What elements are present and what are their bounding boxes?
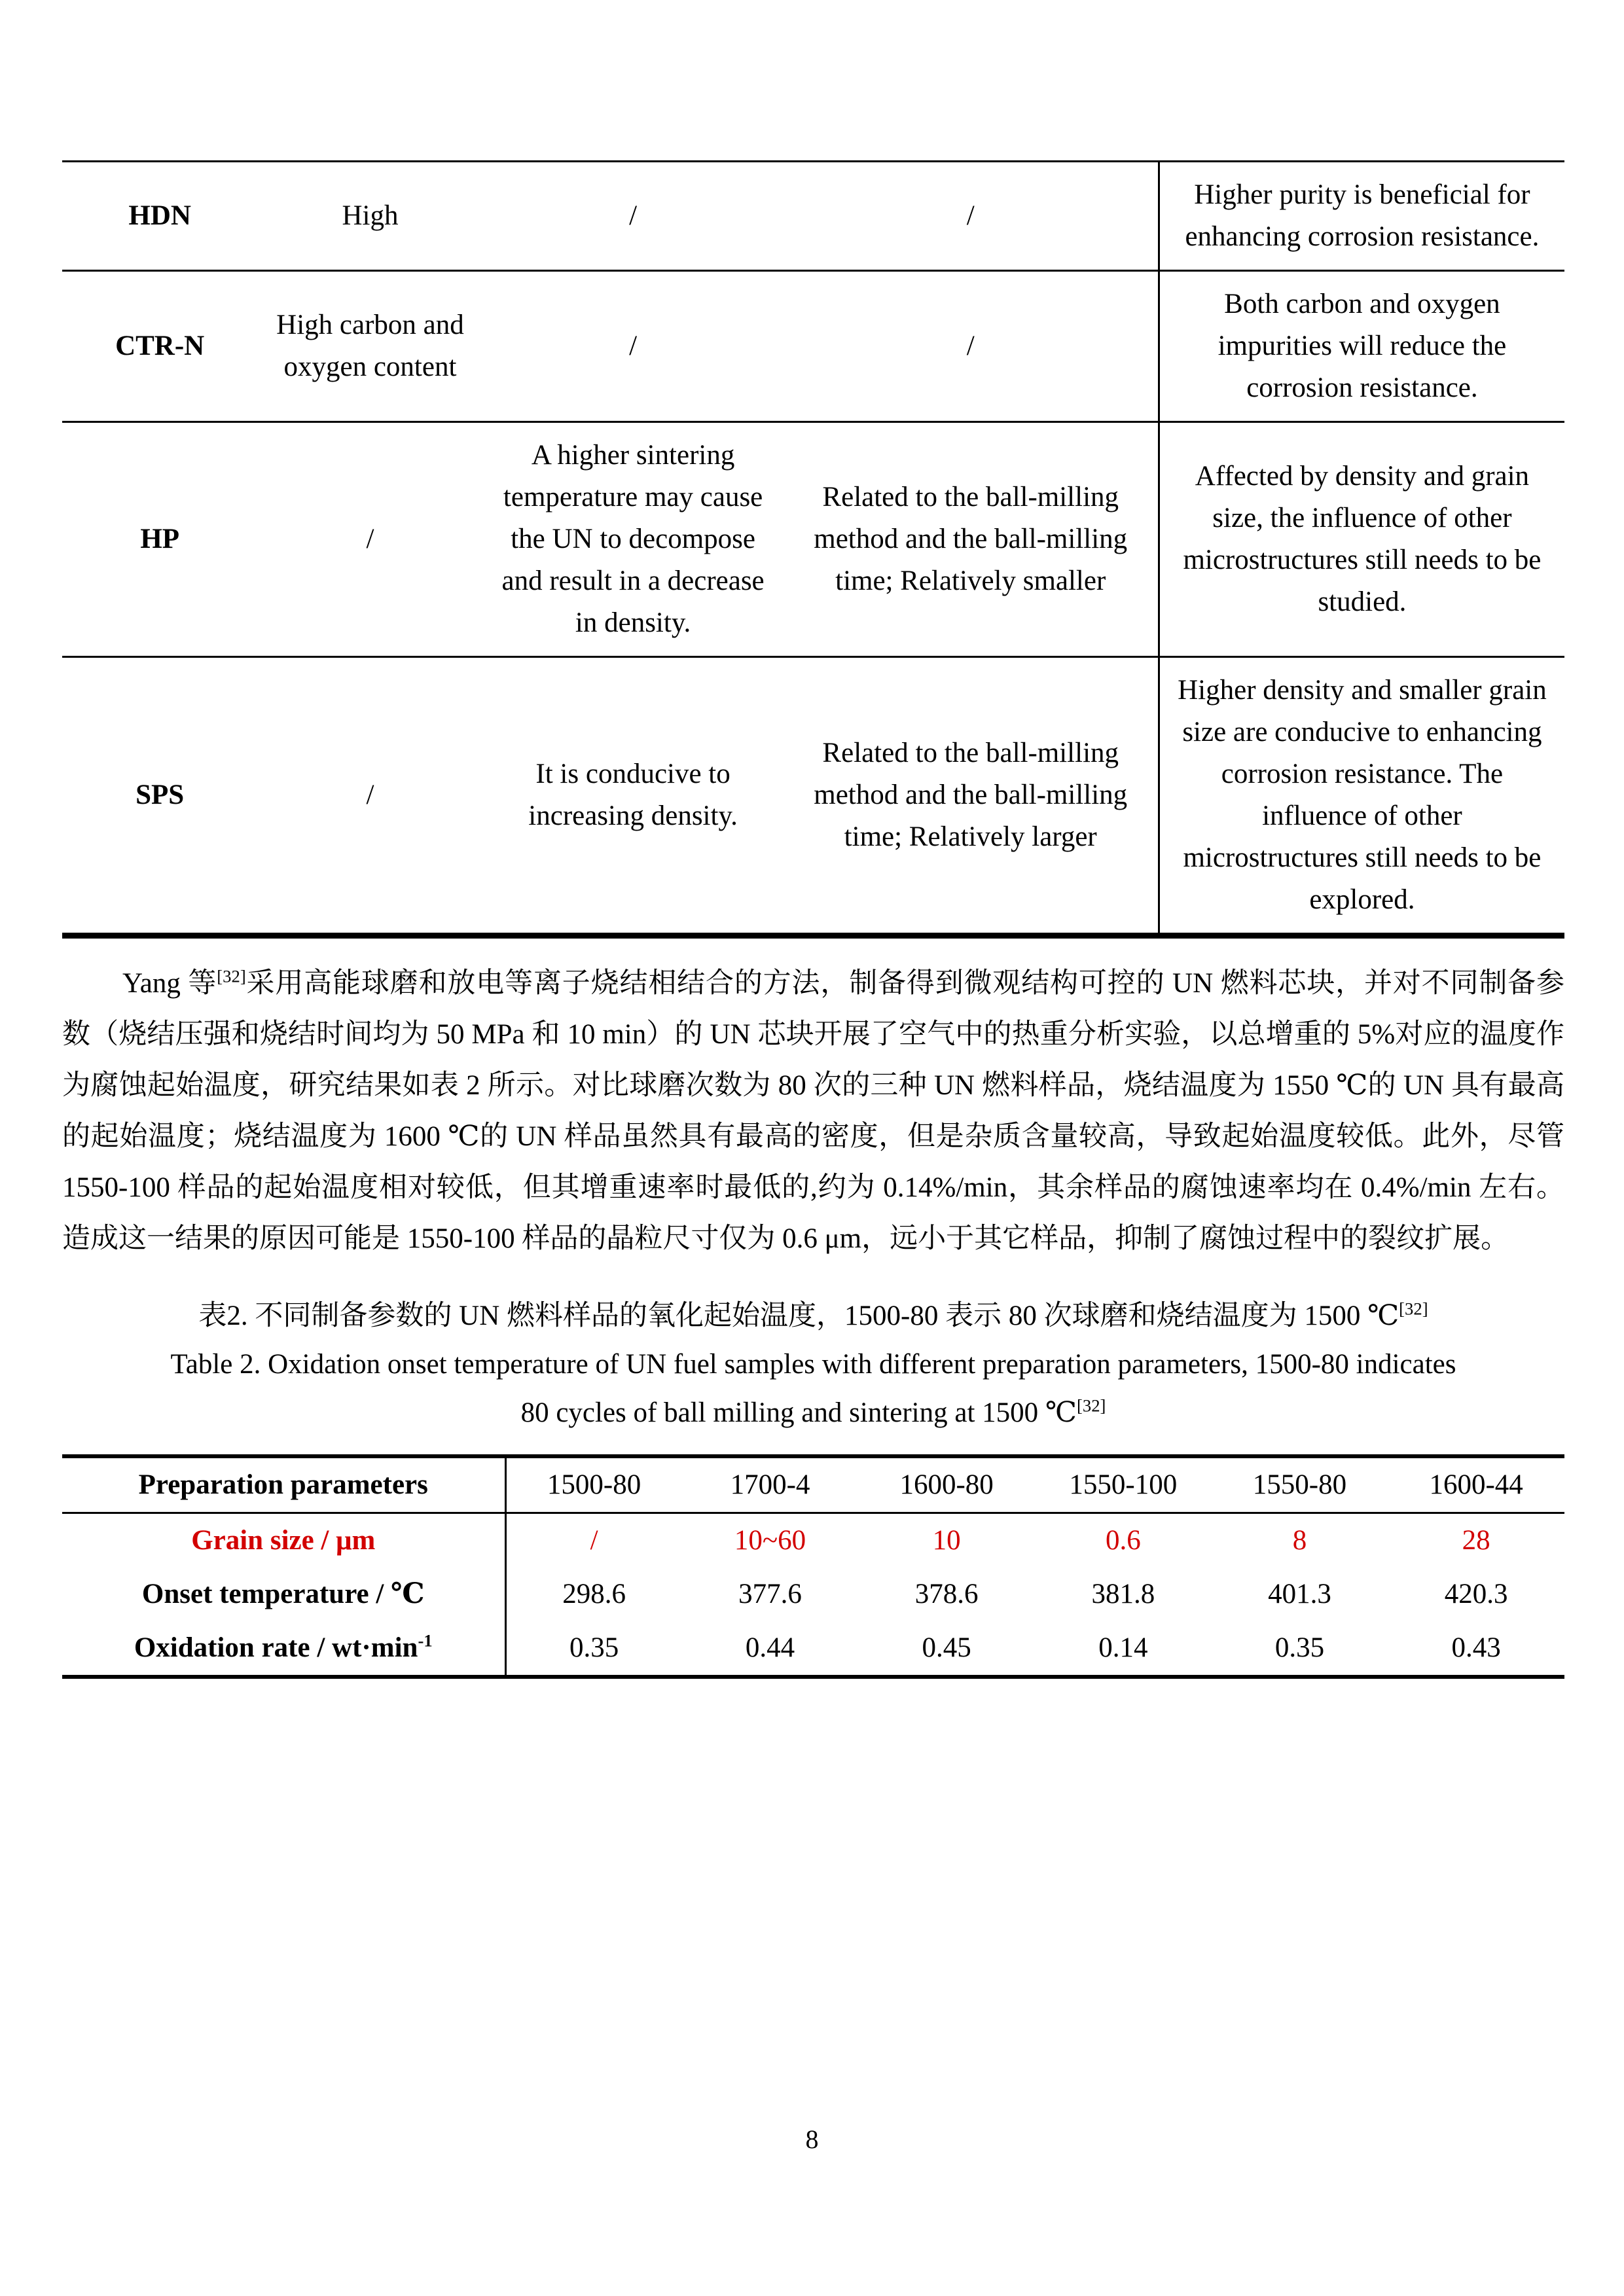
corrosion-note-cell: Both carbon and oxygen impurities will reduce the corrosion resistance. bbox=[1159, 271, 1564, 422]
rate-label-text: Oxidation rate / wt·min bbox=[134, 1632, 418, 1663]
purity-cell: / bbox=[366, 780, 374, 810]
density-cell: It is conducive to increasing density. bbox=[528, 759, 738, 831]
value-cell: 10~60 bbox=[734, 1525, 806, 1556]
header-label-cell: Preparation parameters bbox=[62, 1456, 505, 1513]
corrosion-note-cell: Affected by density and grain size, the influence of other microstructures still needs to be studied. bbox=[1159, 422, 1564, 657]
header-cell: 1550-80 bbox=[1212, 1456, 1388, 1513]
page-content bbox=[62, 160, 1564, 1679]
value-cell: 8 bbox=[1292, 1525, 1307, 1556]
value-cell: 0.6 bbox=[1105, 1525, 1141, 1556]
grain-size-row bbox=[62, 1513, 1564, 1568]
method-name-cell: CTR-N bbox=[62, 271, 257, 422]
methods-comparison-table bbox=[62, 160, 1564, 939]
purity-cell: High bbox=[257, 162, 482, 271]
purity-cell: High carbon and oxygen content bbox=[257, 271, 482, 422]
onset-temperature-row bbox=[62, 1568, 1564, 1621]
value-cell: 401.3 bbox=[1268, 1579, 1331, 1609]
header-cell: 1550-100 bbox=[1035, 1456, 1212, 1513]
corrosion-note-cell: Higher density and smaller grain size are conducive to enhancing corrosion resistance. The influence of other microstructures still needs to be explored. bbox=[1159, 657, 1564, 936]
paragraph-lead: Yang 等 bbox=[122, 968, 217, 999]
density-cell: A higher sintering temperature may cause the UN to decompose and result in a decrease in density. bbox=[483, 422, 784, 657]
paragraph-body: 采用高能球磨和放电等离子烧结相结合的方法，制备得到微观结构可控的 UN 燃料芯块，并对不同制备参数（烧结压强和烧结时间均为 50 MPa 和 10 min）的 UN 芯块开展了空气中的热重分析实验，以总增重的 5%对应的温度作为腐蚀起始温度，研究结果如表 2 所示。对比球磨次数为 80 次的三种 UN 燃料样品，烧结温度为 1550 ℃的 UN 具有最高的起始温度；烧结温度为 1600 ℃的 UN 样品虽然具有最高的密度，但是杂质含量较高，导致起始温度较低。此外，尽管 1550-100 样品的起始温度相对较低，但其增重速率时最低的,约为 0.14%/min，其余样品的腐蚀速率均在 0.4%/min 左右。造成这一结果的原因可能是 1550-100 样品的晶粒尺寸仅为 0.6 μm，远小于其它样品，抑制了腐蚀过程中的裂纹扩展。 bbox=[62, 968, 1565, 1254]
header-cell: 1700-4 bbox=[682, 1456, 859, 1513]
table2-header-row bbox=[62, 1456, 1564, 1513]
grain-size-cell: / bbox=[784, 162, 1159, 271]
grain-size-cell: Related to the ball-milling method and the ball-milling time; Relatively larger bbox=[814, 738, 1128, 852]
table-row-hdn bbox=[62, 162, 1564, 271]
value-cell: 0.14 bbox=[1098, 1632, 1148, 1663]
method-name-cell: SPS bbox=[135, 780, 185, 810]
grain-size-cell: / bbox=[784, 271, 1159, 422]
row-label-cell: Onset temperature / ℃ bbox=[141, 1579, 425, 1609]
value-cell: 420.3 bbox=[1444, 1579, 1508, 1609]
table-row-ctrn bbox=[62, 271, 1564, 422]
value-cell: 378.6 bbox=[914, 1579, 979, 1609]
body-paragraph bbox=[62, 958, 1564, 1265]
page-number: 8 bbox=[805, 2125, 819, 2154]
value-cell: 10 bbox=[932, 1525, 961, 1556]
caption-zh-text: 表2. 不同制备参数的 UN 燃料样品的氧化起始温度，1500-80 表示 80 次球磨和烧结温度为 1500 ℃ bbox=[198, 1300, 1399, 1331]
purity-cell: / bbox=[257, 422, 482, 657]
method-name-cell: HP bbox=[62, 422, 257, 657]
value-cell: 377.6 bbox=[738, 1579, 802, 1609]
row-label-cell: Grain size / μm bbox=[191, 1525, 376, 1556]
value-cell: 0.44 bbox=[745, 1632, 795, 1663]
value-cell: 298.6 bbox=[505, 1568, 682, 1621]
value-cell: 28 bbox=[1462, 1525, 1490, 1556]
table2-caption-zh bbox=[62, 1292, 1564, 1340]
citation-ref: [32] bbox=[1399, 1299, 1428, 1319]
citation-ref: [32] bbox=[1077, 1395, 1106, 1416]
header-cell: 1600-80 bbox=[858, 1456, 1035, 1513]
table-row-sps bbox=[62, 657, 1564, 936]
value-cell: / bbox=[505, 1513, 682, 1568]
caption-en-text: 80 cycles of ball milling and sintering at 1500 ℃ bbox=[520, 1397, 1077, 1428]
table-row-hp bbox=[62, 422, 1564, 657]
header-cell: 1600-44 bbox=[1388, 1456, 1564, 1513]
grain-size-cell: Related to the ball-milling method and the ball-milling time; Relatively smaller bbox=[784, 422, 1159, 657]
value-cell: 0.45 bbox=[922, 1632, 971, 1663]
value-cell: 0.35 bbox=[505, 1621, 682, 1677]
corrosion-note-cell: Higher purity is beneficial for enhancing corrosion resistance. bbox=[1159, 162, 1564, 271]
density-cell: / bbox=[483, 271, 784, 422]
citation-ref: [32] bbox=[217, 966, 246, 986]
oxidation-rate-row bbox=[62, 1621, 1564, 1677]
density-cell: / bbox=[483, 162, 784, 271]
table2-caption-en-line1: Table 2. Oxidation onset temperature of UN fuel samples with different preparation parameters, 1500-80 indicates bbox=[170, 1349, 1456, 1380]
header-cell: 1500-80 bbox=[505, 1456, 682, 1513]
value-cell: 0.35 bbox=[1274, 1632, 1325, 1663]
table2-caption-en-line2 bbox=[62, 1389, 1564, 1437]
value-cell: 0.43 bbox=[1451, 1632, 1501, 1663]
row-label-cell bbox=[62, 1621, 505, 1677]
value-cell: 381.8 bbox=[1091, 1579, 1155, 1609]
method-name-cell: HDN bbox=[62, 162, 257, 271]
oxidation-onset-table bbox=[62, 1454, 1564, 1679]
superscript-exponent: -1 bbox=[418, 1630, 433, 1651]
